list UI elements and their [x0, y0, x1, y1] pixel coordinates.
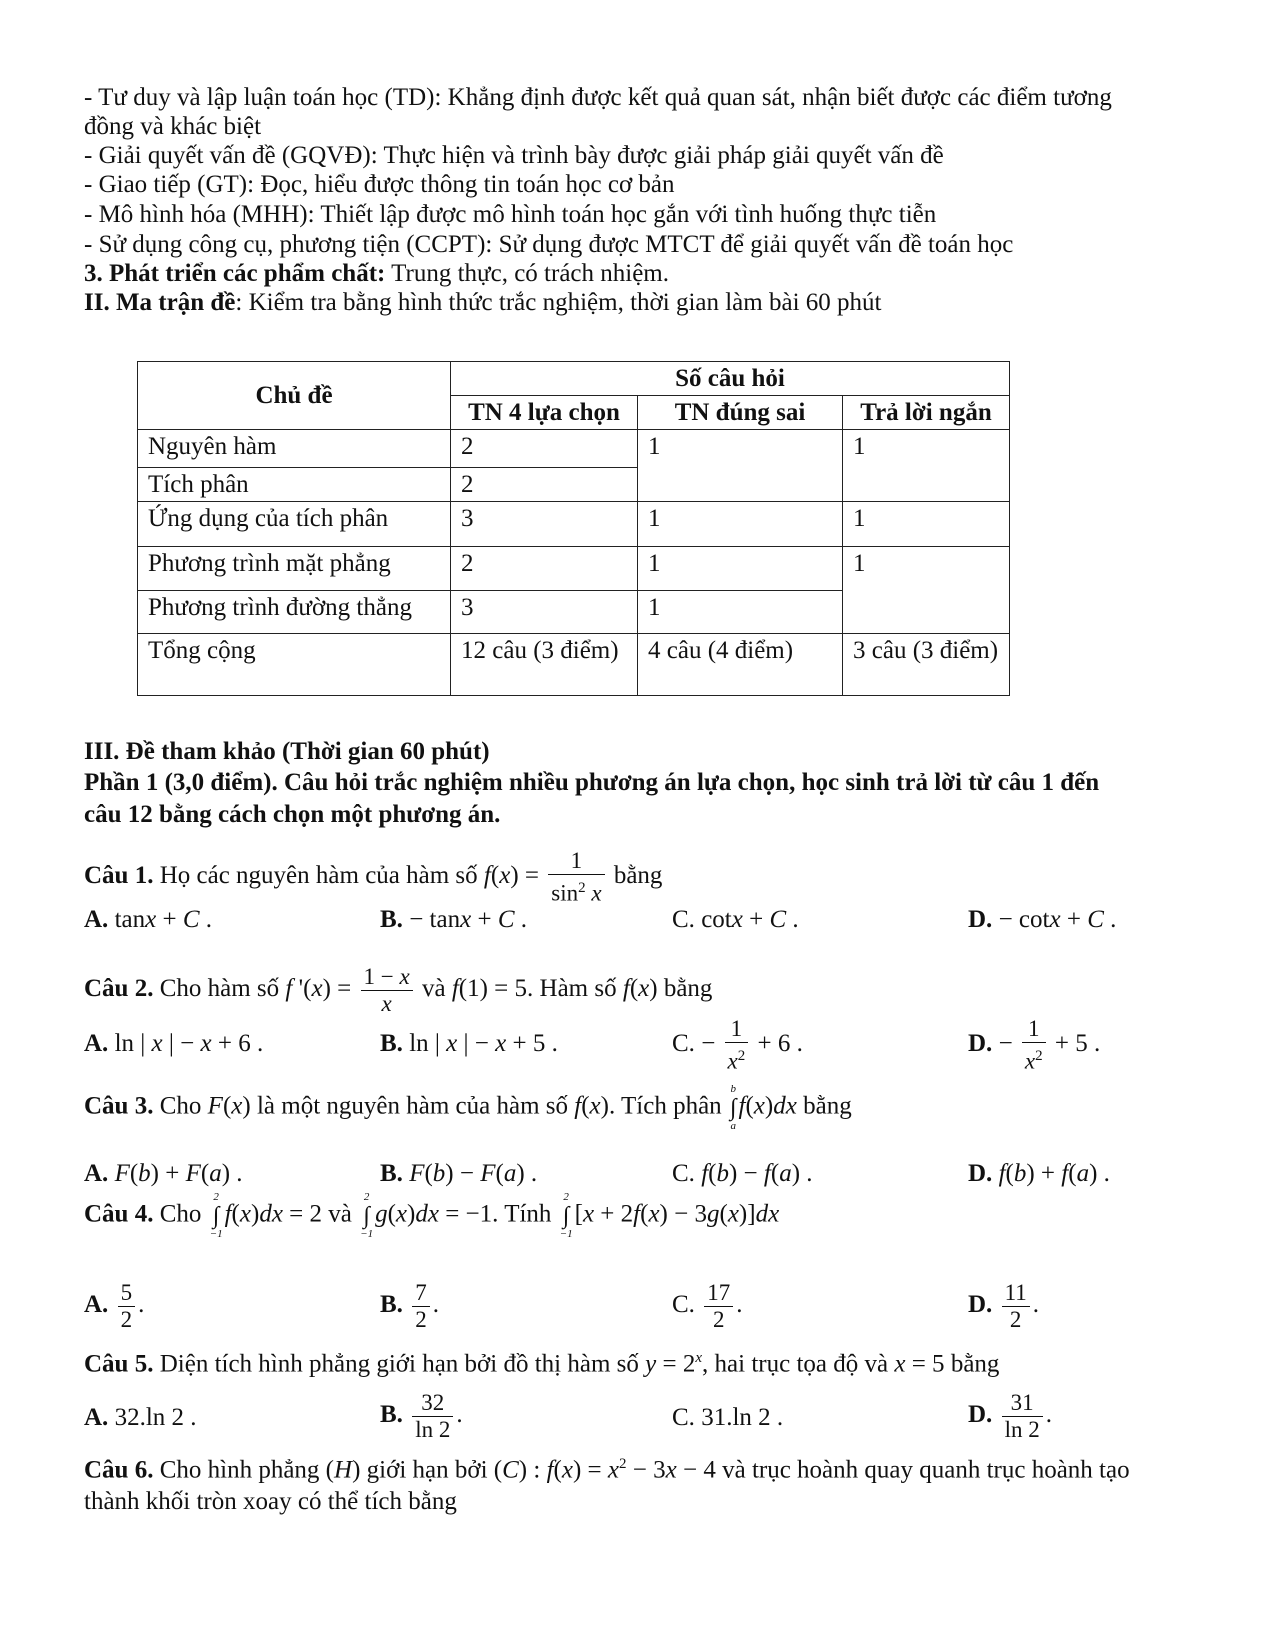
option-letter: D.: [968, 1160, 993, 1187]
intro-line-3: - Giải quyết vấn đề (GQVĐ): Thực hiện và trình bày được giải pháp giải quyết vấn đề: [84, 142, 944, 169]
option-b[interactable]: B. $\frac{32}{\ln 2}$ .: [380, 1390, 463, 1442]
option-b[interactable]: B. ln | x | − x + 5 .: [380, 1030, 558, 1057]
fraction: $\frac{17}{2}$: [704, 1280, 733, 1333]
question-tail: bằng: [657, 975, 713, 1003]
table-cell-tf: 1: [638, 547, 843, 591]
option-letter: A.: [84, 1030, 109, 1057]
table-cell-topic: Phương trình mặt phẳng: [138, 547, 451, 591]
integral-sign: b ∫ a: [729, 1083, 737, 1132]
question-text: Cho hình phẳng (: [153, 1456, 335, 1484]
question-3: Câu 3. Cho F(x) là một nguyên hàm của hàm số f(x). Tích phân b ∫ a f(x)dx bằng: [84, 1083, 852, 1132]
table-cell-sa: 1: [843, 430, 1010, 502]
question-mid2: . Tích phân: [608, 1092, 728, 1120]
option-c[interactable]: C. f(b) − f(a) .: [672, 1160, 813, 1187]
question-mid2: . Tính: [492, 1200, 558, 1228]
section3-title: III. Đề tham khảo (Thời gian 60 phút): [84, 738, 490, 765]
option-d[interactable]: D. − cotx + C .: [968, 906, 1117, 933]
option-letter: B.: [380, 1030, 403, 1057]
question-label: Câu 5.: [84, 1350, 154, 1378]
option-letter: A.: [84, 1291, 109, 1319]
option-b[interactable]: B. − tanx + C .: [380, 906, 527, 933]
option-d[interactable]: D. $\frac{31}{\ln 2}$ .: [968, 1390, 1052, 1442]
option-letter: C.: [672, 1291, 695, 1319]
table-cell-tf: 1: [638, 591, 843, 634]
header-mc: TN 4 lựa chọn: [451, 396, 638, 430]
fraction: $\frac{7}{2}$: [412, 1280, 430, 1333]
option-letter: D.: [968, 1291, 993, 1319]
qualities-line: [84, 259, 669, 289]
table-cell-sa: 1: [843, 502, 1010, 547]
table-cell-mc: 2: [451, 430, 638, 468]
question-6: Câu 6. Cho hình phẳng (H) giới hạn bởi (C) : $f(x) = x^2 - 3x - 4$ và trục hoành quay quanh trục hoành tạo: [84, 1456, 1130, 1484]
option-a[interactable]: A. 32.ln 2 .: [84, 1404, 197, 1431]
option-letter: C.: [672, 906, 695, 933]
header-question-count: Số câu hỏi: [451, 362, 1010, 396]
option-a[interactable]: A. F(b) + F(a) .: [84, 1160, 243, 1187]
fraction: $\frac{1}{x^2}$: [725, 1016, 749, 1075]
qualities-text: Trung thực, có trách nhiệm.: [385, 260, 669, 287]
intro-line-5: - Mô hình hóa (MHH): Thiết lập được mô hình toán học gắn với tình huống thực tiễn: [84, 201, 937, 228]
question-label: Câu 3.: [84, 1092, 154, 1120]
intro-line-2: đồng và khác biệt: [84, 113, 262, 140]
question-text: Cho: [153, 1092, 208, 1120]
table-cell-topic: Tổng cộng: [138, 634, 451, 696]
question-mid: , hai trục tọa độ và: [702, 1350, 895, 1378]
table-cell-mc: 3: [451, 591, 638, 634]
table-cell-tf: 4 câu (4 điểm): [638, 634, 843, 696]
option-letter: D.: [968, 1030, 993, 1058]
option-b[interactable]: B. $\frac{7}{2}$ .: [380, 1280, 439, 1332]
matrix-heading-text: : Kiểm tra bằng hình thức trắc nghiệm, thời gian làm bài 60 phút: [235, 289, 882, 316]
question-4: Câu 4. Cho 2 ∫ −1 f(x)dx = 2 và 2 ∫ −1 g(x)dx = −1. Tính 2 ∫ −1 [x + 2f(x) − 3g(x)]dx: [84, 1191, 780, 1240]
region-name: H: [334, 1456, 353, 1484]
option-letter: A.: [84, 1404, 109, 1431]
question-mid: ) giới hạn bởi: [352, 1456, 494, 1484]
option-letter: B.: [380, 1160, 403, 1187]
intro-line-1: - Tư duy và lập luận toán học (TD): Khẳng định được kết quả quan sát, nhận biết được các điểm tương: [84, 84, 1112, 111]
matrix-heading-label: II. Ma trận đề: [84, 289, 236, 316]
qualities-label: 3. Phát triển các phẩm chất:: [84, 260, 386, 287]
question-2: Câu 2. Cho hàm số f '(x) = $\frac{1 - x}{x}$ và f(1) = 5. Hàm số f(x) bằng: [84, 964, 713, 1016]
table-cell-mc: 12 câu (3 điểm): [451, 634, 638, 696]
intro-line-6: - Sử dụng công cụ, phương tiện (CCPT): Sử dụng được MTCT để giải quyết vấn đề toán học: [84, 231, 1014, 258]
option-letter: A.: [84, 1160, 109, 1187]
question-tail: bằng: [796, 1092, 852, 1120]
option-letter: C.: [672, 1030, 695, 1058]
matrix-heading: [84, 288, 881, 318]
fraction: $\frac{1 - x}{x}$: [361, 964, 413, 1017]
option-a[interactable]: A. $\frac{5}{2}$ .: [84, 1280, 145, 1332]
table-cell-topic: Phương trình đường thẳng: [138, 591, 451, 634]
question-label: Câu 6.: [84, 1456, 154, 1484]
option-c[interactable]: C. $\frac{17}{2}$ .: [672, 1280, 743, 1332]
option-a[interactable]: A. tanx + C .: [84, 906, 213, 933]
question-tail: bằng: [613, 862, 663, 890]
question-tail: bằng: [944, 1350, 1000, 1378]
option-c[interactable]: C. 31.ln 2 .: [672, 1404, 784, 1431]
option-c[interactable]: C. − $\frac{1}{x^2}$ + 6 .: [672, 1016, 803, 1074]
question-text: Diện tích hình phẳng giới hạn bởi đồ thị hàm số: [153, 1350, 646, 1378]
fraction: $\frac{1}{x^2}$: [1022, 1016, 1046, 1075]
table-cell-mc: 3: [451, 502, 638, 547]
fraction: $\frac{11}{2}$: [1002, 1280, 1030, 1333]
question-6-line-2: thành khối tròn xoay có thể tích bằng: [84, 1488, 457, 1515]
intro-line-4: - Giao tiếp (GT): Đọc, hiểu được thông tin toán học cơ bản: [84, 171, 675, 198]
option-d[interactable]: D. $\frac{11}{2}$ .: [968, 1280, 1039, 1332]
table-cell-mc: 2: [451, 468, 638, 502]
integral-sign: 2 ∫ −1: [559, 1191, 573, 1240]
question-tail: và trục hoành quay quanh trục hoành tạo: [715, 1456, 1130, 1484]
option-d[interactable]: D. − $\frac{1}{x^2}$ + 5 .: [968, 1016, 1101, 1074]
fraction: $\frac{31}{\ln 2}$: [1002, 1390, 1043, 1443]
header-tf: TN đúng sai: [638, 396, 843, 430]
option-c[interactable]: C. cotx + C .: [672, 906, 799, 933]
option-letter: C.: [672, 1404, 695, 1431]
question-mid: và: [421, 975, 452, 1003]
question-text: Cho: [153, 1200, 208, 1228]
question-label: Câu 4.: [84, 1200, 154, 1228]
question-mid2: . Hàm số: [527, 975, 623, 1003]
integral-sign: 2 ∫ −1: [360, 1191, 374, 1240]
part1-line-2: câu 12 bằng cách chọn một phương án.: [84, 801, 501, 828]
table-cell-topic: Tích phân: [138, 468, 451, 502]
question-5: Câu 5. Diện tích hình phẳng giới hạn bởi đồ thị hàm số $y = 2^x$, hai trục tọa độ và x = 5 bằng: [84, 1350, 1000, 1378]
option-letter: B.: [380, 1291, 403, 1319]
table-cell-topic: Nguyên hàm: [138, 430, 451, 468]
option-letter: D.: [968, 906, 993, 933]
option-letter: B.: [380, 1401, 403, 1429]
table-cell-sa: 3 câu (3 điểm): [843, 634, 1010, 696]
option-b[interactable]: B. F(b) − F(a) .: [380, 1160, 538, 1187]
table-cell-sa: 1: [843, 547, 1010, 634]
table-cell-tf: 1: [638, 430, 843, 502]
fraction: $\frac{5}{2}$: [118, 1280, 136, 1333]
table-cell-tf: 1: [638, 502, 843, 547]
matrix-table: [137, 361, 1010, 696]
question-text: Cho hàm số: [153, 975, 286, 1003]
option-a[interactable]: A. ln | x | − x + 6 .: [84, 1030, 264, 1057]
option-letter: B.: [380, 906, 403, 933]
header-sa: Trả lời ngắn: [843, 396, 1010, 430]
fraction: $\frac{1}{\sin^2 x}$: [548, 848, 604, 907]
question-label: Câu 1.: [84, 862, 154, 890]
part1-line-1: Phần 1 (3,0 điểm). Câu hỏi trắc nghiệm nhiều phương án lựa chọn, học sinh trả lời từ câu 1 đến: [84, 769, 1100, 796]
question-1: Câu 1. Họ các nguyên hàm của hàm số f(x) = $\frac{1}{\sin^2 x}$ bằng: [84, 848, 663, 906]
header-topic: Chủ đề: [138, 362, 451, 430]
table-cell-mc: 2: [451, 547, 638, 591]
option-d[interactable]: D. f(b) + f(a) .: [968, 1160, 1110, 1187]
integral-sign: 2 ∫ −1: [209, 1191, 223, 1240]
question-text: Họ các nguyên hàm của hàm số: [153, 862, 484, 890]
fraction: $\frac{32}{\ln 2}$: [412, 1390, 453, 1443]
question-mid: là một nguyên hàm của hàm số: [250, 1092, 575, 1120]
table-cell-topic: Ứng dụng của tích phân: [138, 502, 451, 547]
option-letter: A.: [84, 906, 109, 933]
question-mid: và: [322, 1200, 359, 1228]
option-letter: C.: [672, 1160, 695, 1187]
option-letter: D.: [968, 1401, 993, 1429]
question-label: Câu 2.: [84, 975, 154, 1003]
